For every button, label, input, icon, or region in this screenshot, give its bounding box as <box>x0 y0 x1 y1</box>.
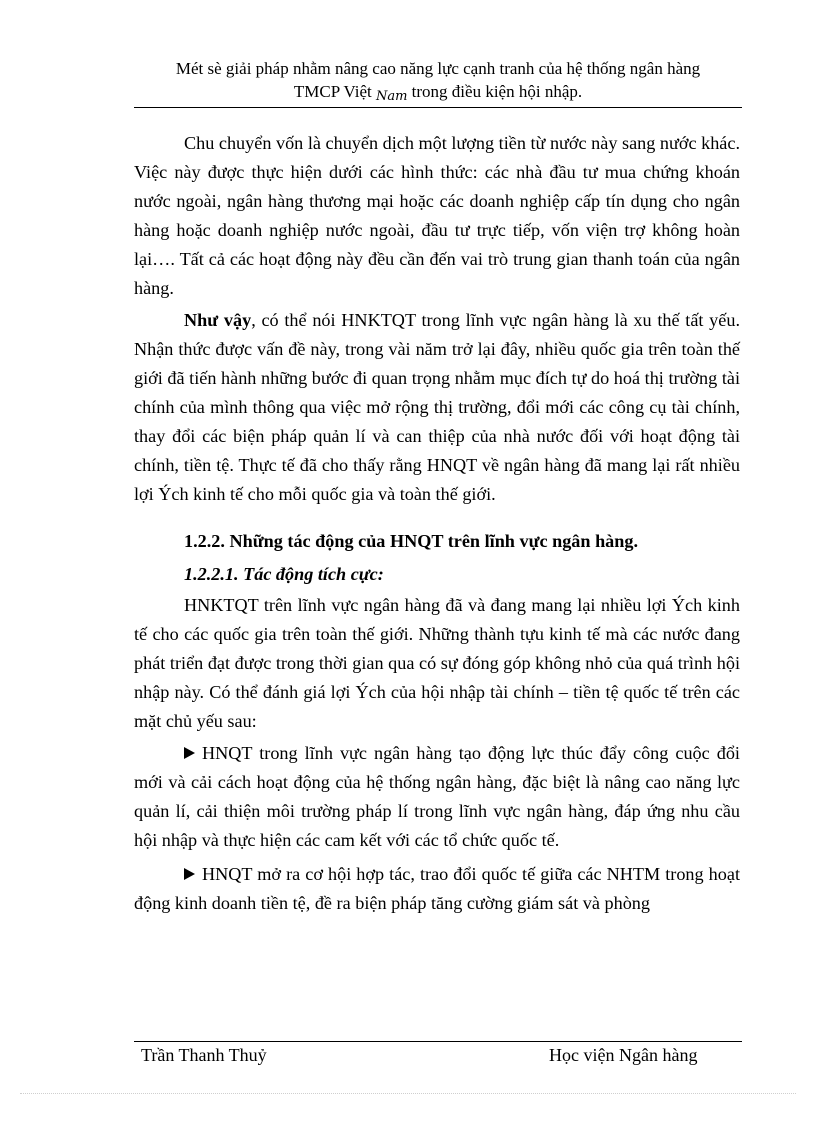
bullet-item-2-text: HNQT mở ra cơ hội hợp tác, trao đổi quốc tế giữa các NHTM trong hoạt động kinh doanh tiền tệ, đề ra biện pháp tăng cường giám sát và phòng <box>134 864 740 913</box>
header-title-line1: Mét sè giải pháp nhằm nâng cao năng lực cạnh tranh của hệ thống ngân hàng <box>175 59 701 78</box>
paragraph-conclusion-text: , có thể nói HNKTQT trong lĩnh vực ngân hàng là xu thế tất yếu. Nhận thức được vấn đề này, trong vài năm trở lại đây, nhiều quốc gia trên toàn thế giới đã tiến hành những bước đi quan trọng nhằm mục đích tự do hoá thị trường tài chính của mình thông qua việc mở rộng thị trường, đổi mới các công cụ tài chính, thay đổi các biện pháp quản lí và can thiệp của nhà nước đối với hoạt động tài chính, tiền tệ. Thực tế đã cho thấy rằng HNQT về ngân hàng đã mang lại rất nhiều lợi Ých kinh tế cho mỗi quốc gia và toàn thế giới. <box>134 310 740 504</box>
paragraph-capital-flow: Chu chuyển vốn là chuyển dịch một lượng tiền từ nước này sang nước khác. Việc này được thực hiện dưới các hình thức: các nhà đầu tư mua chứng khoán nước ngoài, ngân hàng thương mại hoặc các doanh nghiệp cấp tín dụng cho ngân hàng hoặc doanh nghiệp nước ngoài, đầu tư trực tiếp, vốn viện trợ không hoàn lại…. Tất cả các hoạt động này đều cần đến vai trò trung gian thanh toán của ngân hàng. <box>134 133 740 298</box>
subsection-heading: 1.2.2.1. Tác động tích cực: <box>184 564 384 584</box>
header-line2-pre: TMCP Việt <box>293 82 376 101</box>
footer-institution: Học viện Ngân hàng <box>549 1045 698 1065</box>
bullet-item-2 <box>134 860 740 918</box>
header-line2-cursive: Nam <box>375 89 408 104</box>
document-body <box>134 129 740 921</box>
bullet-item-1 <box>134 739 740 855</box>
bullet-item-1-text: HNQT trong lĩnh vực ngân hàng tạo động lực thúc đẩy công cuộc đổi mới và cải cách hoạt động của hệ thống ngân hàng, đặc biệt là nâng cao năng lực quản lí, cải thiện môi trường pháp lí trong lĩnh vực ngân hàng, đáp ứng nhu cầu hội nhập và thực hiện các cam kết với các tổ chức quốc tế. <box>134 743 740 850</box>
page-header <box>134 57 742 108</box>
section-heading: 1.2.2. Những tác động của HNQT trên lĩnh vực ngân hàng. <box>184 531 639 551</box>
paragraph-benefits: HNKTQT trên lĩnh vực ngân hàng đã và đang mang lại nhiều lợi Ých kinh tế cho các quốc gia trên toàn thế giới. Những thành tựu kinh tế mà các nước đang phát triển đạt được trong thời gian qua có sự đóng góp không nhỏ của quá trình hội nhập này. Có thể đánh giá lợi Ých của hội nhập tài chính – tiền tệ quốc tế trên các mặt chủ yếu sau: <box>134 595 740 731</box>
footer-divider <box>134 1041 742 1042</box>
paragraph-conclusion <box>134 306 740 509</box>
header-line2-post: trong điều kiện hội nhập. <box>407 82 583 101</box>
arrow-bullet-icon <box>184 868 195 880</box>
paragraph-conclusion-lead: Như vậy <box>184 310 252 330</box>
footer-author: Trần Thanh Thuỷ <box>141 1045 267 1065</box>
page-bottom-edge <box>20 1093 796 1094</box>
header-title-line2 <box>134 80 742 105</box>
arrow-bullet-icon <box>184 747 195 759</box>
